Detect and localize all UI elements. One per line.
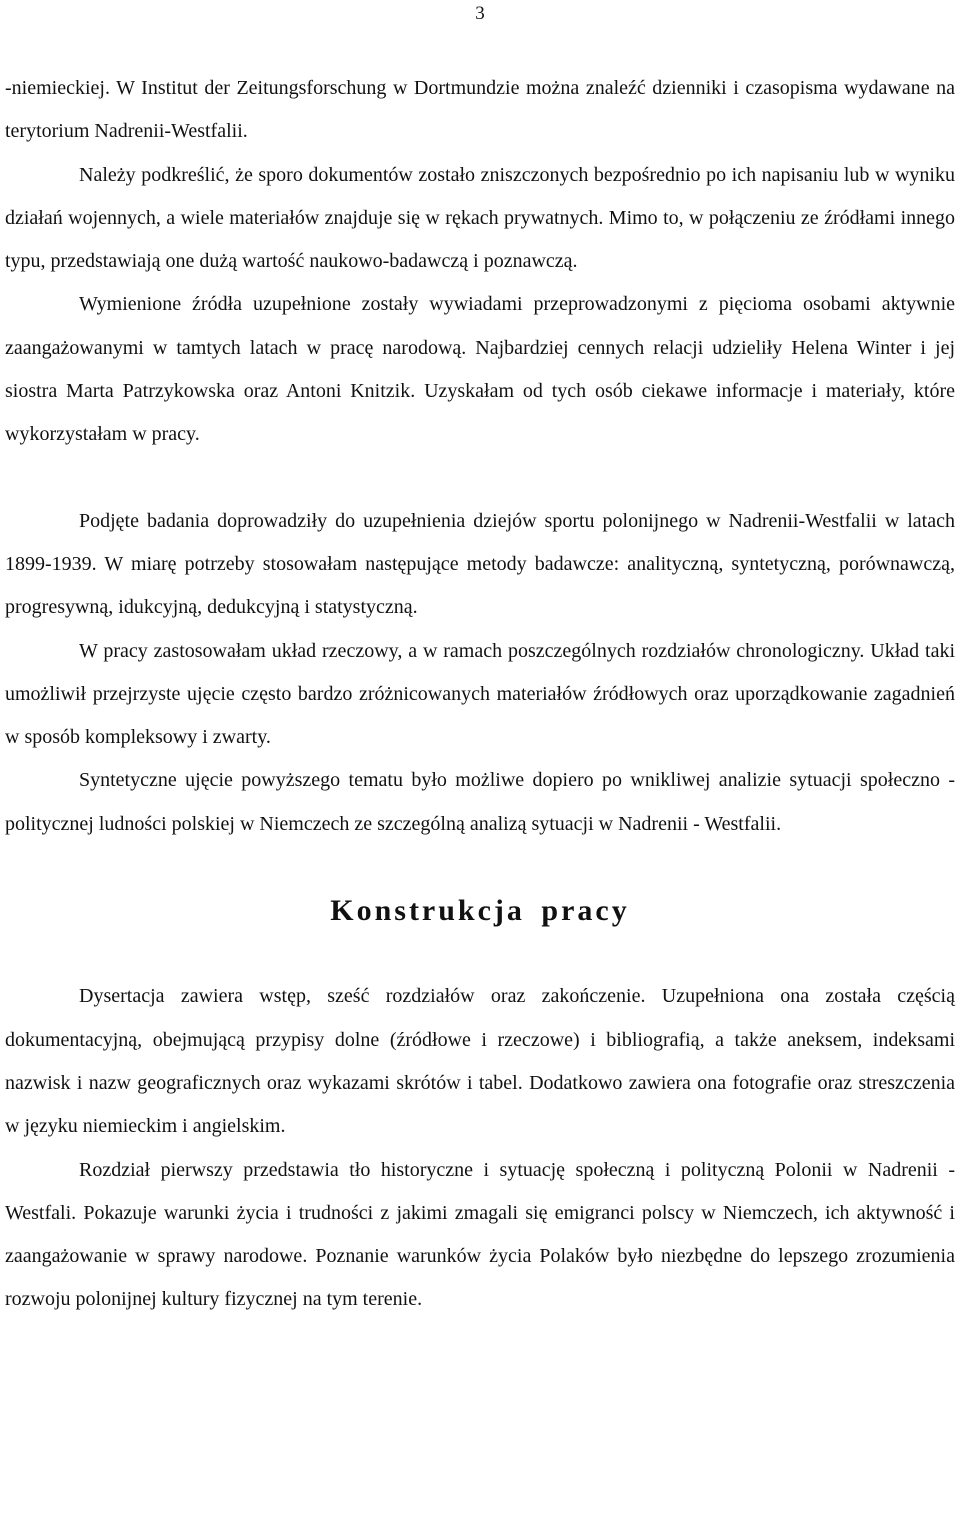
paragraph-2: Należy podkreślić, że sporo dokumentów zostało zniszczonych bezpośrednio po ich napisaniu lub w wyniku działań wojennych, a wiele materiałów znajduje się w rękach prywatnych. Mimo to, w połączeniu ze źródłami innego typu, przedstawiają one dużą wartość naukowo-badawczą i poznawczą.	[5, 163, 955, 273]
paragraph-3: Wymienione źródła uzupełnione zostały wywiadami przeprowadzonymi z pięcioma osobami aktywnie zaangażowanymi w tamtych latach w pracę narodową. Najbardziej cennych relacji udzieliły Helena Winter i jej siostra Marta Patrzykowska oraz Antoni Knitzik. Uzyskałam od tych osób ciekawe informacje i materiały, które wykorzystałam w pracy.	[5, 293, 955, 446]
paragraph-7: Dysertacja zawiera wstęp, sześć rozdziałów oraz zakończenie. Uzupełniona ona została częścią dokumentacyjną, obejmującą przypisy dolne (źródłowe i rzeczowe) i bibliografią, a także aneksem, indeksami nazwisk i nazw geograficznych oraz wykazami skrótów i tabel. Dodatkowo zawiera ona fotografie oraz streszczenia w języku niemieckim i angielskim.	[5, 985, 955, 1138]
heading-spacer-top	[5, 846, 955, 889]
paragraph-spacer	[5, 457, 955, 500]
paragraph-8: Rozdział pierwszy przedstawia tło historyczne i sytuację społeczną i polityczną Polonii w Nadrenii - Westfali. Pokazuje warunki życia i trudności z jakimi zmagali się emigranci polscy w Niemczech, ich aktywność i zaangażowanie w sprawy narodowe. Poznanie warunków życia Polaków było niezbędne do lepszego zrozumienia rozwoju polonijnej kultury fizycznej na tym terenie.	[5, 1158, 955, 1311]
document-body	[5, 67, 955, 1322]
paragraph-1: -niemieckiej. W Institut der Zeitungsforschung w Dortmundzie można znaleźć dzienniki i czasopisma wydawane na terytorium Nadrenii-Westfalii.	[5, 77, 955, 143]
paragraph-5: W pracy zastosowałam układ rzeczowy, a w ramach poszczególnych rozdziałów chronologiczny. Układ taki umożliwił przejrzyste ujęcie często bardzo zróżnicowanych materiałów źródłowych oraz uporządkowanie zagadnień w sposób kompleksowy i zwarty.	[5, 639, 955, 749]
paragraph-4: Podjęte badania doprowadziły do uzupełnienia dziejów sportu polonijnego w Nadrenii-Westfalii w latach 1899-1939. W miarę potrzeby stosowałam następujące metody badawcze: analityczną, syntetyczną, porównawczą, progresywną, idukcyjną, dedukcyjną i statystyczną.	[5, 509, 955, 619]
page-number: 3	[475, 3, 485, 24]
paragraph-6: Syntetyczne ujęcie powyższego tematu było możliwe dopiero po wnikliwej analizie sytuacji społeczno - politycznej ludności polskiej w Niemczech ze szczególną analizą sytuacji w Nadrenii - Westfalii.	[5, 769, 955, 835]
heading-spacer-bottom	[5, 932, 955, 975]
section-heading: Konstrukcja pracy	[330, 894, 630, 928]
